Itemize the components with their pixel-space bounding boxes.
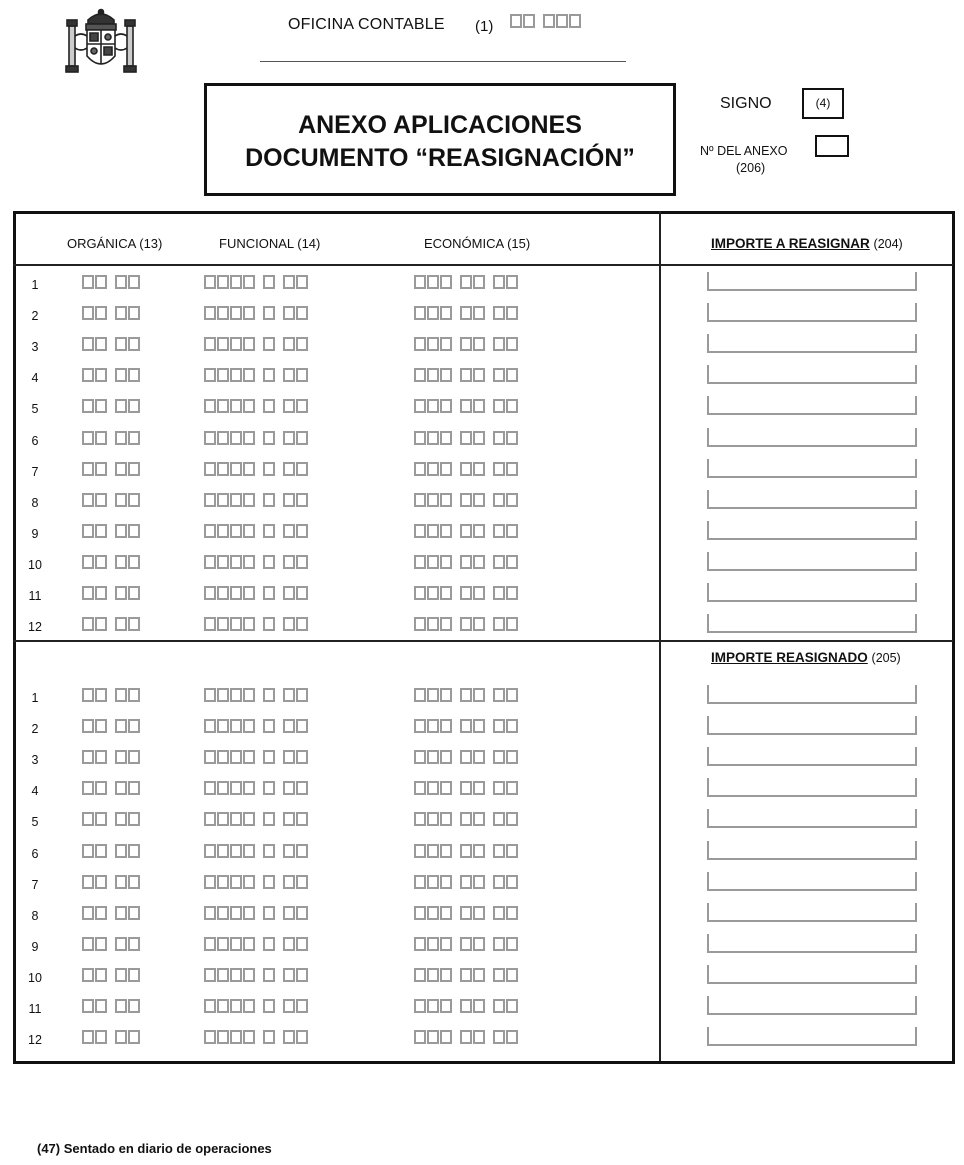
economica-code-field[interactable] (414, 906, 526, 924)
title-line-2: DOCUMENTO “REASIGNACIÓN” (245, 144, 635, 172)
table-row (20, 304, 660, 326)
importe-a-reasignar-label: IMPORTE A REASIGNAR (711, 236, 870, 251)
oficina-contable-field[interactable] (510, 14, 589, 32)
economica-code-field[interactable] (414, 555, 526, 573)
economica-code-field[interactable] (414, 1030, 526, 1048)
importe-reasignado-field[interactable] (707, 1027, 917, 1046)
organica-code-field[interactable] (82, 337, 148, 355)
column-header-funcional: FUNCIONAL (14) (219, 236, 321, 251)
funcional-code-field[interactable] (204, 431, 316, 449)
row-number: 1 (31, 278, 39, 292)
economica-code-field[interactable] (414, 586, 526, 604)
organica-code-field[interactable] (82, 875, 148, 893)
oficina-contable-label: OFICINA CONTABLE (288, 16, 445, 33)
funcional-code-field[interactable] (204, 781, 316, 799)
footnote: (47) Sentado en diario de operaciones (37, 1141, 272, 1156)
table-row (20, 997, 660, 1019)
table-row (20, 810, 660, 832)
economica-code-field[interactable] (414, 617, 526, 635)
importe-reasignado-field[interactable] (707, 996, 917, 1015)
row-number: 4 (31, 784, 39, 798)
organica-code-field[interactable] (82, 493, 148, 511)
row-number: 6 (31, 434, 39, 448)
row-number: 12 (28, 1033, 42, 1047)
economica-code-field[interactable] (414, 306, 526, 324)
economica-code-field[interactable] (414, 275, 526, 293)
economica-code-field[interactable] (414, 462, 526, 480)
row-number: 7 (31, 878, 39, 892)
importe-a-reasignar-field[interactable] (707, 459, 917, 478)
funcional-code-field[interactable] (204, 306, 316, 324)
organica-code-field[interactable] (82, 906, 148, 924)
importe-a-reasignar-header (711, 236, 903, 251)
row-number: 9 (31, 940, 39, 954)
organica-code-field[interactable] (82, 462, 148, 480)
funcional-code-field[interactable] (204, 617, 316, 635)
title-box (204, 83, 676, 196)
funcional-code-field[interactable] (204, 750, 316, 768)
funcional-code-field[interactable] (204, 875, 316, 893)
organica-code-field[interactable] (82, 617, 148, 635)
row-number: 2 (31, 309, 39, 323)
table-row (20, 748, 660, 770)
importe-a-reasignar-code: (204) (873, 237, 903, 251)
economica-code-field[interactable] (414, 750, 526, 768)
section-divider (13, 640, 953, 642)
importe-reasignado-code: (205) (871, 651, 901, 665)
row-number: 10 (28, 971, 42, 985)
column-header-organica: ORGÁNICA (13) (67, 236, 163, 251)
importe-reasignado-header (711, 650, 901, 665)
row-number: 11 (28, 589, 42, 603)
anexo-number-code: (206) (736, 161, 766, 175)
table-row (20, 686, 660, 708)
importe-a-reasignar-field[interactable] (707, 521, 917, 540)
table-row (20, 1028, 660, 1050)
importe-a-reasignar-field[interactable] (707, 490, 917, 509)
table-row (20, 904, 660, 926)
table-row (20, 366, 660, 388)
coat-of-arms-icon (64, 6, 138, 80)
table-row (20, 779, 660, 801)
organica-code-field[interactable] (82, 750, 148, 768)
funcional-code-field[interactable] (204, 275, 316, 293)
funcional-code-field[interactable] (204, 937, 316, 955)
funcional-code-field[interactable] (204, 493, 316, 511)
signo-field[interactable]: (4) (802, 88, 844, 119)
table-row (20, 553, 660, 575)
row-number: 5 (31, 402, 39, 416)
funcional-code-field[interactable] (204, 688, 316, 706)
importe-a-reasignar-field[interactable] (707, 334, 917, 353)
importe-a-reasignar-field[interactable] (707, 583, 917, 602)
table-row (20, 460, 660, 482)
table-row (20, 397, 660, 419)
row-number: 3 (31, 753, 39, 767)
oficina-contable-code: (1) (475, 18, 494, 35)
table-row (20, 273, 660, 295)
funcional-code-field[interactable] (204, 968, 316, 986)
organica-code-field[interactable] (82, 306, 148, 324)
funcional-code-field[interactable] (204, 586, 316, 604)
funcional-code-field[interactable] (204, 368, 316, 386)
importe-reasignado-field[interactable] (707, 809, 917, 828)
importe-reasignado-field[interactable] (707, 778, 917, 797)
table-row (20, 584, 660, 606)
table-row (20, 429, 660, 451)
funcional-code-field[interactable] (204, 337, 316, 355)
economica-code-field[interactable] (414, 719, 526, 737)
organica-code-field[interactable] (82, 431, 148, 449)
organica-code-field[interactable] (82, 999, 148, 1017)
row-number: 4 (31, 371, 39, 385)
row-number: 12 (28, 620, 42, 634)
economica-code-field[interactable] (414, 937, 526, 955)
importe-a-reasignar-field[interactable] (707, 396, 917, 415)
title-line-1: ANEXO APLICACIONES (298, 111, 582, 139)
importe-reasignado-field[interactable] (707, 716, 917, 735)
funcional-code-field[interactable] (204, 524, 316, 542)
organica-code-field[interactable] (82, 399, 148, 417)
funcional-code-field[interactable] (204, 399, 316, 417)
row-number: 9 (31, 527, 39, 541)
row-number: 11 (28, 1002, 42, 1016)
funcional-code-field[interactable] (204, 462, 316, 480)
row-number: 10 (28, 558, 42, 572)
importe-reasignado-field[interactable] (707, 903, 917, 922)
organica-code-field[interactable] (82, 275, 148, 293)
table-row (20, 873, 660, 895)
row-number: 5 (31, 815, 39, 829)
importe-a-reasignar-field[interactable] (707, 428, 917, 447)
organica-code-field[interactable] (82, 781, 148, 799)
table-row (20, 842, 660, 864)
importe-reasignado-field[interactable] (707, 841, 917, 860)
table-row (20, 935, 660, 957)
funcional-code-field[interactable] (204, 906, 316, 924)
importe-reasignado-field[interactable] (707, 872, 917, 891)
economica-code-field[interactable] (414, 999, 526, 1017)
organica-code-field[interactable] (82, 688, 148, 706)
row-number: 6 (31, 847, 39, 861)
signo-label: SIGNO (720, 95, 772, 112)
organica-code-field[interactable] (82, 555, 148, 573)
economica-code-field[interactable] (414, 968, 526, 986)
economica-code-field[interactable] (414, 524, 526, 542)
table-row (20, 491, 660, 513)
funcional-code-field[interactable] (204, 844, 316, 862)
row-number: 8 (31, 909, 39, 923)
economica-code-field[interactable] (414, 875, 526, 893)
table-row (20, 966, 660, 988)
economica-code-field[interactable] (414, 337, 526, 355)
organica-code-field[interactable] (82, 368, 148, 386)
economica-code-field[interactable] (414, 688, 526, 706)
organica-code-field[interactable] (82, 586, 148, 604)
funcional-code-field[interactable] (204, 812, 316, 830)
importe-a-reasignar-field[interactable] (707, 303, 917, 322)
table-row (20, 717, 660, 739)
column-header-economica: ECONÓMICA (15) (424, 236, 531, 251)
importe-a-reasignar-field[interactable] (707, 552, 917, 571)
economica-code-field[interactable] (414, 844, 526, 862)
table-row (20, 335, 660, 357)
economica-code-field[interactable] (414, 431, 526, 449)
row-number: 2 (31, 722, 39, 736)
organica-code-field[interactable] (82, 937, 148, 955)
organica-code-field[interactable] (82, 968, 148, 986)
row-number: 8 (31, 496, 39, 510)
organica-code-field[interactable] (82, 719, 148, 737)
header-divider (13, 264, 953, 266)
importe-reasignado-field[interactable] (707, 685, 917, 704)
row-number: 1 (31, 691, 39, 705)
funcional-code-field[interactable] (204, 999, 316, 1017)
importe-a-reasignar-field[interactable] (707, 614, 917, 633)
table-row (20, 615, 660, 637)
funcional-code-field[interactable] (204, 555, 316, 573)
anexo-number-field[interactable] (815, 135, 849, 157)
importe-a-reasignar-field[interactable] (707, 272, 917, 291)
importe-reasignado-label: IMPORTE REASIGNADO (711, 650, 868, 665)
organica-code-field[interactable] (82, 812, 148, 830)
organica-code-field[interactable] (82, 524, 148, 542)
importe-reasignado-field[interactable] (707, 934, 917, 953)
organica-code-field[interactable] (82, 1030, 148, 1048)
funcional-code-field[interactable] (204, 1030, 316, 1048)
economica-code-field[interactable] (414, 493, 526, 511)
row-number: 7 (31, 465, 39, 479)
table-row (20, 522, 660, 544)
importe-a-reasignar-field[interactable] (707, 365, 917, 384)
economica-code-field[interactable] (414, 812, 526, 830)
oficina-underline (260, 61, 626, 62)
economica-code-field[interactable] (414, 399, 526, 417)
funcional-code-field[interactable] (204, 719, 316, 737)
anexo-number-label: Nº DEL ANEXO (700, 144, 788, 158)
economica-code-field[interactable] (414, 368, 526, 386)
economica-code-field[interactable] (414, 781, 526, 799)
importe-reasignado-field[interactable] (707, 965, 917, 984)
row-number: 3 (31, 340, 39, 354)
organica-code-field[interactable] (82, 844, 148, 862)
importe-reasignado-field[interactable] (707, 747, 917, 766)
